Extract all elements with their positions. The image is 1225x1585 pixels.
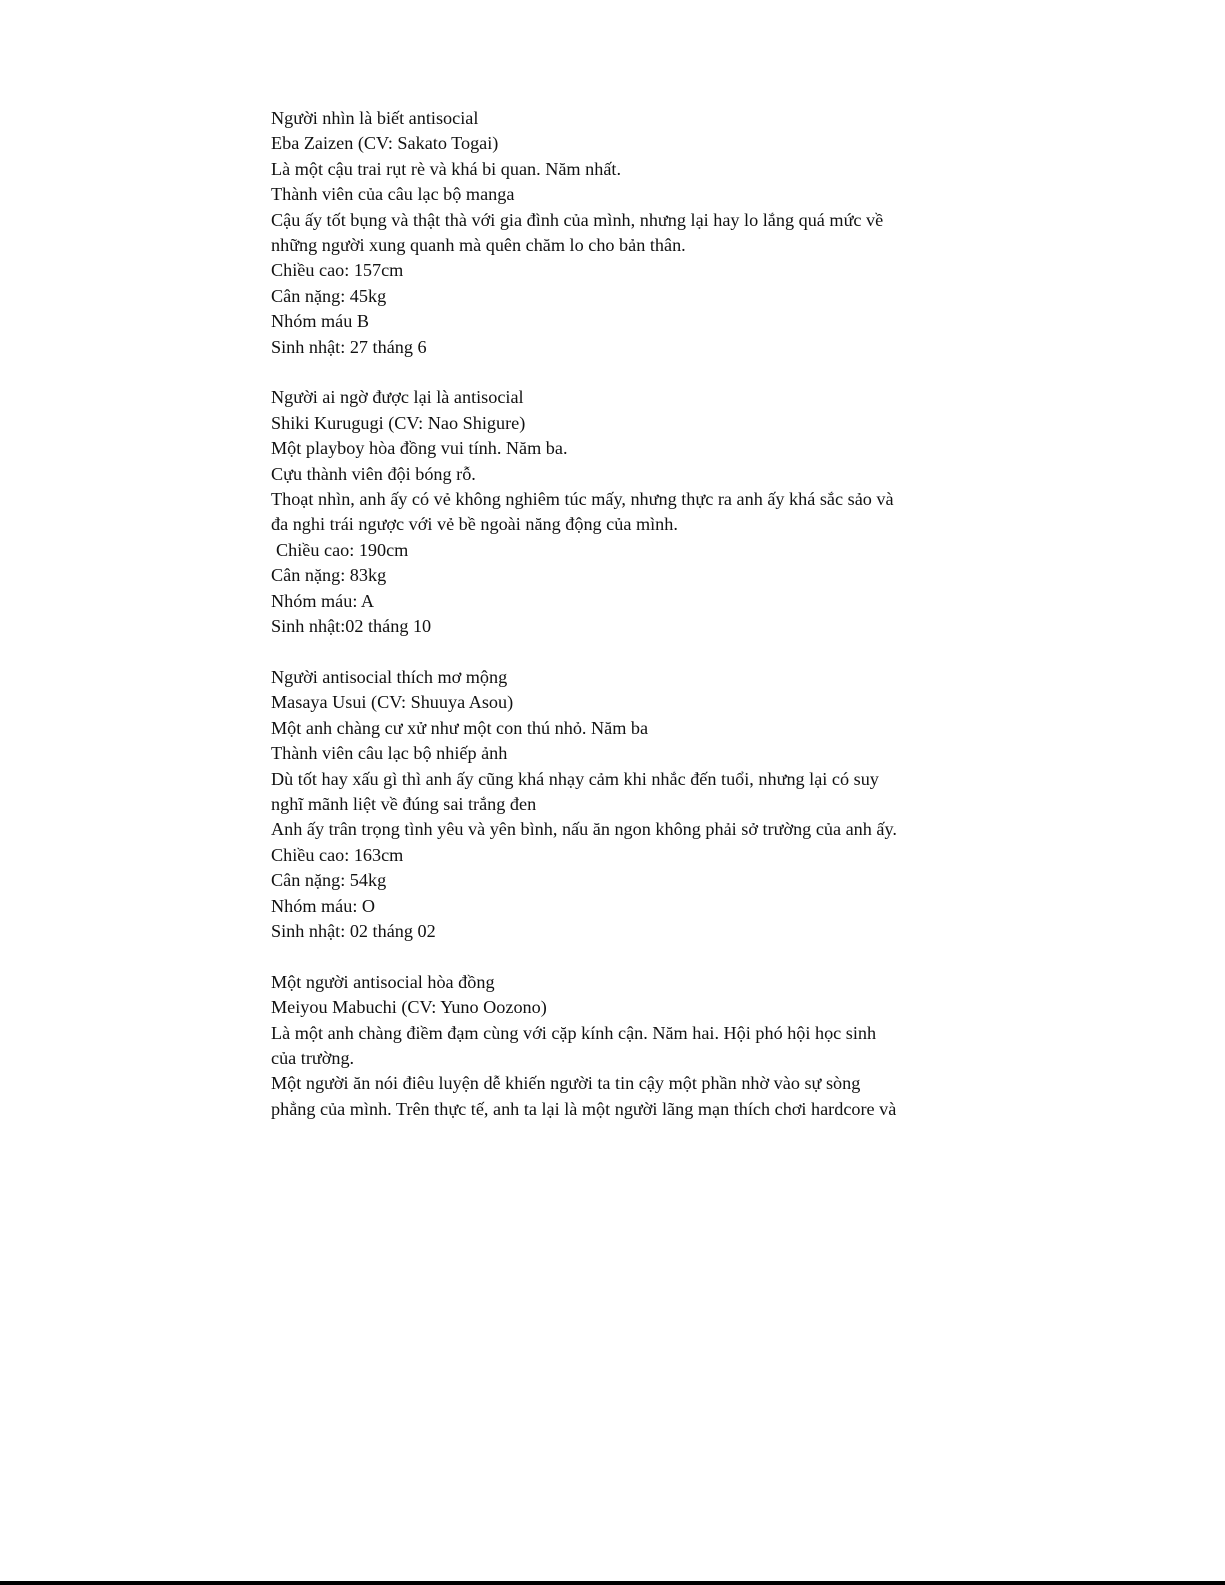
- profile-line: nghĩ mãnh liệt về đúng sai trắng đen: [271, 793, 537, 814]
- character-name: Shiki Kurugugi (CV: Nao Shigure): [271, 412, 526, 433]
- profile-line: những người xung quanh mà quên chăm lo cho bản thân.: [271, 235, 686, 256]
- profile-heading: Người ai ngờ được lại là antisocial: [271, 387, 524, 408]
- character-name: Meiyou Mabuchi (CV: Yuno Oozono): [271, 997, 547, 1018]
- blood-type-line: Nhóm máu B: [271, 311, 370, 332]
- blood-type-line: Nhóm máu: O: [271, 895, 376, 916]
- character-profile-eba-zaizen: [271, 106, 951, 360]
- profile-line: Một người ăn nói điêu luyện dễ khiến người ta tin cậy một phần nhờ vào sự sòng: [271, 1073, 861, 1094]
- weight-line: Cân nặng: 54kg: [271, 870, 387, 891]
- profile-line: Cựu thành viên đội bóng rỗ.: [271, 463, 476, 484]
- character-profile-masaya-usui: [271, 665, 951, 944]
- profile-line: Thành viên câu lạc bộ nhiếp ảnh: [271, 743, 508, 764]
- profile-line: của trường.: [271, 1047, 355, 1068]
- height-line: Chiều cao: 163cm: [271, 844, 404, 865]
- profile-line: Một playboy hòa đồng vui tính. Năm ba.: [271, 438, 568, 459]
- character-profile-meiyou-mabuchi: [271, 970, 951, 1122]
- character-profile-shiki-kurugugi: [271, 385, 951, 639]
- birthday-line: Sinh nhật: 27 tháng 6: [271, 336, 427, 357]
- profile-line: Thành viên của câu lạc bộ manga: [271, 184, 515, 205]
- birthday-line: Sinh nhật:02 tháng 10: [271, 616, 432, 637]
- profile-line: Là một anh chàng điềm đạm cùng với cặp kính cận. Năm hai. Hội phó hội học sinh: [271, 1022, 877, 1043]
- blood-type-line: Nhóm máu: A: [271, 590, 375, 611]
- document-body: [271, 106, 951, 1122]
- profile-line: Thoạt nhìn, anh ấy có vẻ không nghiêm túc mấy, nhưng thực ra anh ấy khá sắc sảo và: [271, 489, 894, 510]
- profile-line: Anh ấy trân trọng tình yêu và yên bình, nấu ăn ngon không phải sở trường của anh ấy.: [271, 819, 897, 840]
- weight-line: Cân nặng: 45kg: [271, 285, 387, 306]
- character-name: Eba Zaizen (CV: Sakato Togai): [271, 133, 499, 154]
- profile-line: phẳng của mình. Trên thực tế, anh ta lại là một người lãng mạn thích chơi hardcore và: [271, 1098, 897, 1119]
- profile-heading: Một người antisocial hòa đồng: [271, 971, 495, 992]
- profile-line: Dù tốt hay xấu gì thì anh ấy cũng khá nhạy cảm khi nhắc đến tuổi, nhưng lại có suy: [271, 768, 879, 789]
- profile-line: Là một cậu trai rụt rè và khá bi quan. Năm nhất.: [271, 158, 621, 179]
- weight-line: Cân nặng: 83kg: [271, 565, 387, 586]
- profile-line: đa nghi trái ngược với vẻ bề ngoài năng động của mình.: [271, 514, 678, 535]
- profile-line: Cậu ấy tốt bụng và thật thà với gia đình của mình, nhưng lại hay lo lắng quá mức về: [271, 209, 884, 230]
- height-line: Chiều cao: 157cm: [271, 260, 404, 281]
- height-line: Chiều cao: 190cm: [276, 539, 409, 560]
- page-bottom-border: [0, 1581, 1225, 1585]
- character-name: Masaya Usui (CV: Shuuya Asou): [271, 692, 514, 713]
- profile-heading: Người antisocial thích mơ mộng: [271, 666, 508, 687]
- profile-line: Một anh chàng cư xử như một con thú nhỏ. Năm ba: [271, 717, 649, 738]
- profile-heading: Người nhìn là biết antisocial: [271, 108, 479, 128]
- birthday-line: Sinh nhật: 02 tháng 02: [271, 920, 436, 941]
